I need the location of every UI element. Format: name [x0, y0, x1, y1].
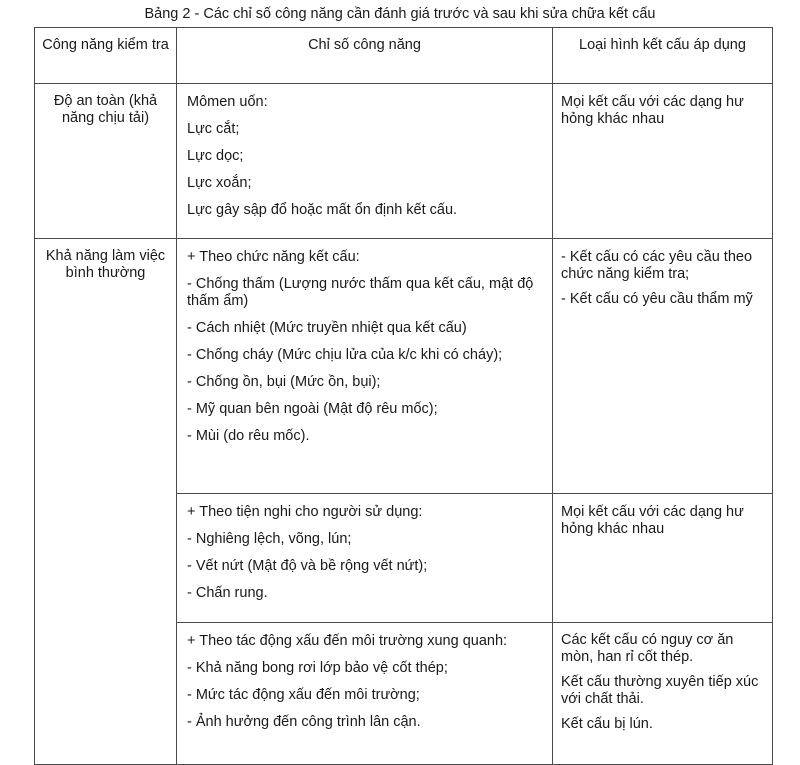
header-applicable-structure: Loại hình kết cấu áp dụng — [553, 28, 773, 84]
applicable-item: Kết cấu bị lún. — [561, 716, 653, 732]
header-check-function: Công năng kiểm tra — [35, 28, 177, 84]
applicable-cell — [553, 239, 773, 494]
header-performance-index: Chỉ số công năng — [177, 28, 553, 84]
indicator-item: - Nghiêng lệch, võng, lún; — [187, 531, 352, 547]
category-cell: Khả năng làm việc bình thường — [35, 239, 177, 765]
applicable-item: Các kết cấu có nguy cơ ăn mòn, han rỉ cốt thép. — [561, 632, 734, 665]
indicator-item: Lực dọc; — [187, 148, 244, 164]
applicable-item: Kết cấu thường xuyên tiếp xúc với chất thải. — [561, 674, 759, 707]
indicators-cell — [177, 84, 553, 239]
table-caption: Bảng 2 - Các chỉ số công năng cần đánh giá trước và sau khi sửa chữa kết cấu — [144, 6, 656, 22]
indicator-item: - Chống cháy (Mức chịu lửa của k/c khi có cháy); — [187, 347, 503, 363]
table-row — [35, 239, 773, 494]
applicable-item: Mọi kết cấu với các dạng hư hỏng khác nhau — [561, 94, 744, 127]
performance-indicators-table — [34, 27, 773, 765]
indicator-item: Lực cắt; — [187, 121, 240, 137]
applicable-cell — [553, 623, 773, 765]
applicable-item: Mọi kết cấu với các dạng hư hỏng khác nhau — [561, 504, 744, 537]
indicator-item: - Mức tác động xấu đến môi trường; — [187, 687, 420, 703]
indicator-item: Lực gây sập đổ hoặc mất ổn định kết cấu. — [187, 202, 458, 218]
indicator-item: - Chống ồn, bụi (Mức ồn, bụi); — [187, 374, 381, 390]
indicator-item: + Theo chức năng kết cấu: — [187, 249, 360, 265]
indicator-item: - Chống thấm (Lượng nước thấm qua kết cấu, mật độ thấm ẩm) — [187, 276, 534, 309]
indicator-item: - Ảnh hưởng đến công trình lân cận. — [187, 714, 421, 730]
applicable-item: - Kết cấu có yêu cầu thẩm mỹ — [561, 291, 753, 307]
indicators-cell — [177, 623, 553, 765]
indicator-item: - Chấn rung. — [187, 585, 268, 601]
indicator-item: Mômen uốn: — [187, 94, 268, 110]
applicable-item: - Kết cấu có các yêu cầu theo chức năng kiểm tra; — [561, 249, 753, 282]
category-cell: Độ an toàn (khả năng chịu tải) — [35, 84, 177, 239]
table-row — [35, 84, 773, 239]
indicator-item: - Mùi (do rêu mốc). — [187, 428, 310, 444]
indicator-item: Lực xoắn; — [187, 175, 252, 191]
table-header-row — [35, 28, 773, 84]
indicators-cell — [177, 494, 553, 623]
indicator-item: - Khả năng bong rơi lớp bảo vệ cốt thép; — [187, 660, 448, 676]
indicator-item: - Vết nứt (Mật độ và bề rộng vết nứt); — [187, 558, 428, 574]
indicator-item: + Theo tiện nghi cho người sử dụng: — [187, 504, 423, 520]
applicable-cell — [553, 494, 773, 623]
indicator-item: + Theo tác động xấu đến môi trường xung quanh: — [187, 633, 508, 649]
applicable-cell — [553, 84, 773, 239]
indicator-item: - Cách nhiệt (Mức truyền nhiệt qua kết cấu) — [187, 320, 467, 336]
indicators-cell — [177, 239, 553, 494]
indicator-item: - Mỹ quan bên ngoài (Mật độ rêu mốc); — [187, 401, 438, 417]
